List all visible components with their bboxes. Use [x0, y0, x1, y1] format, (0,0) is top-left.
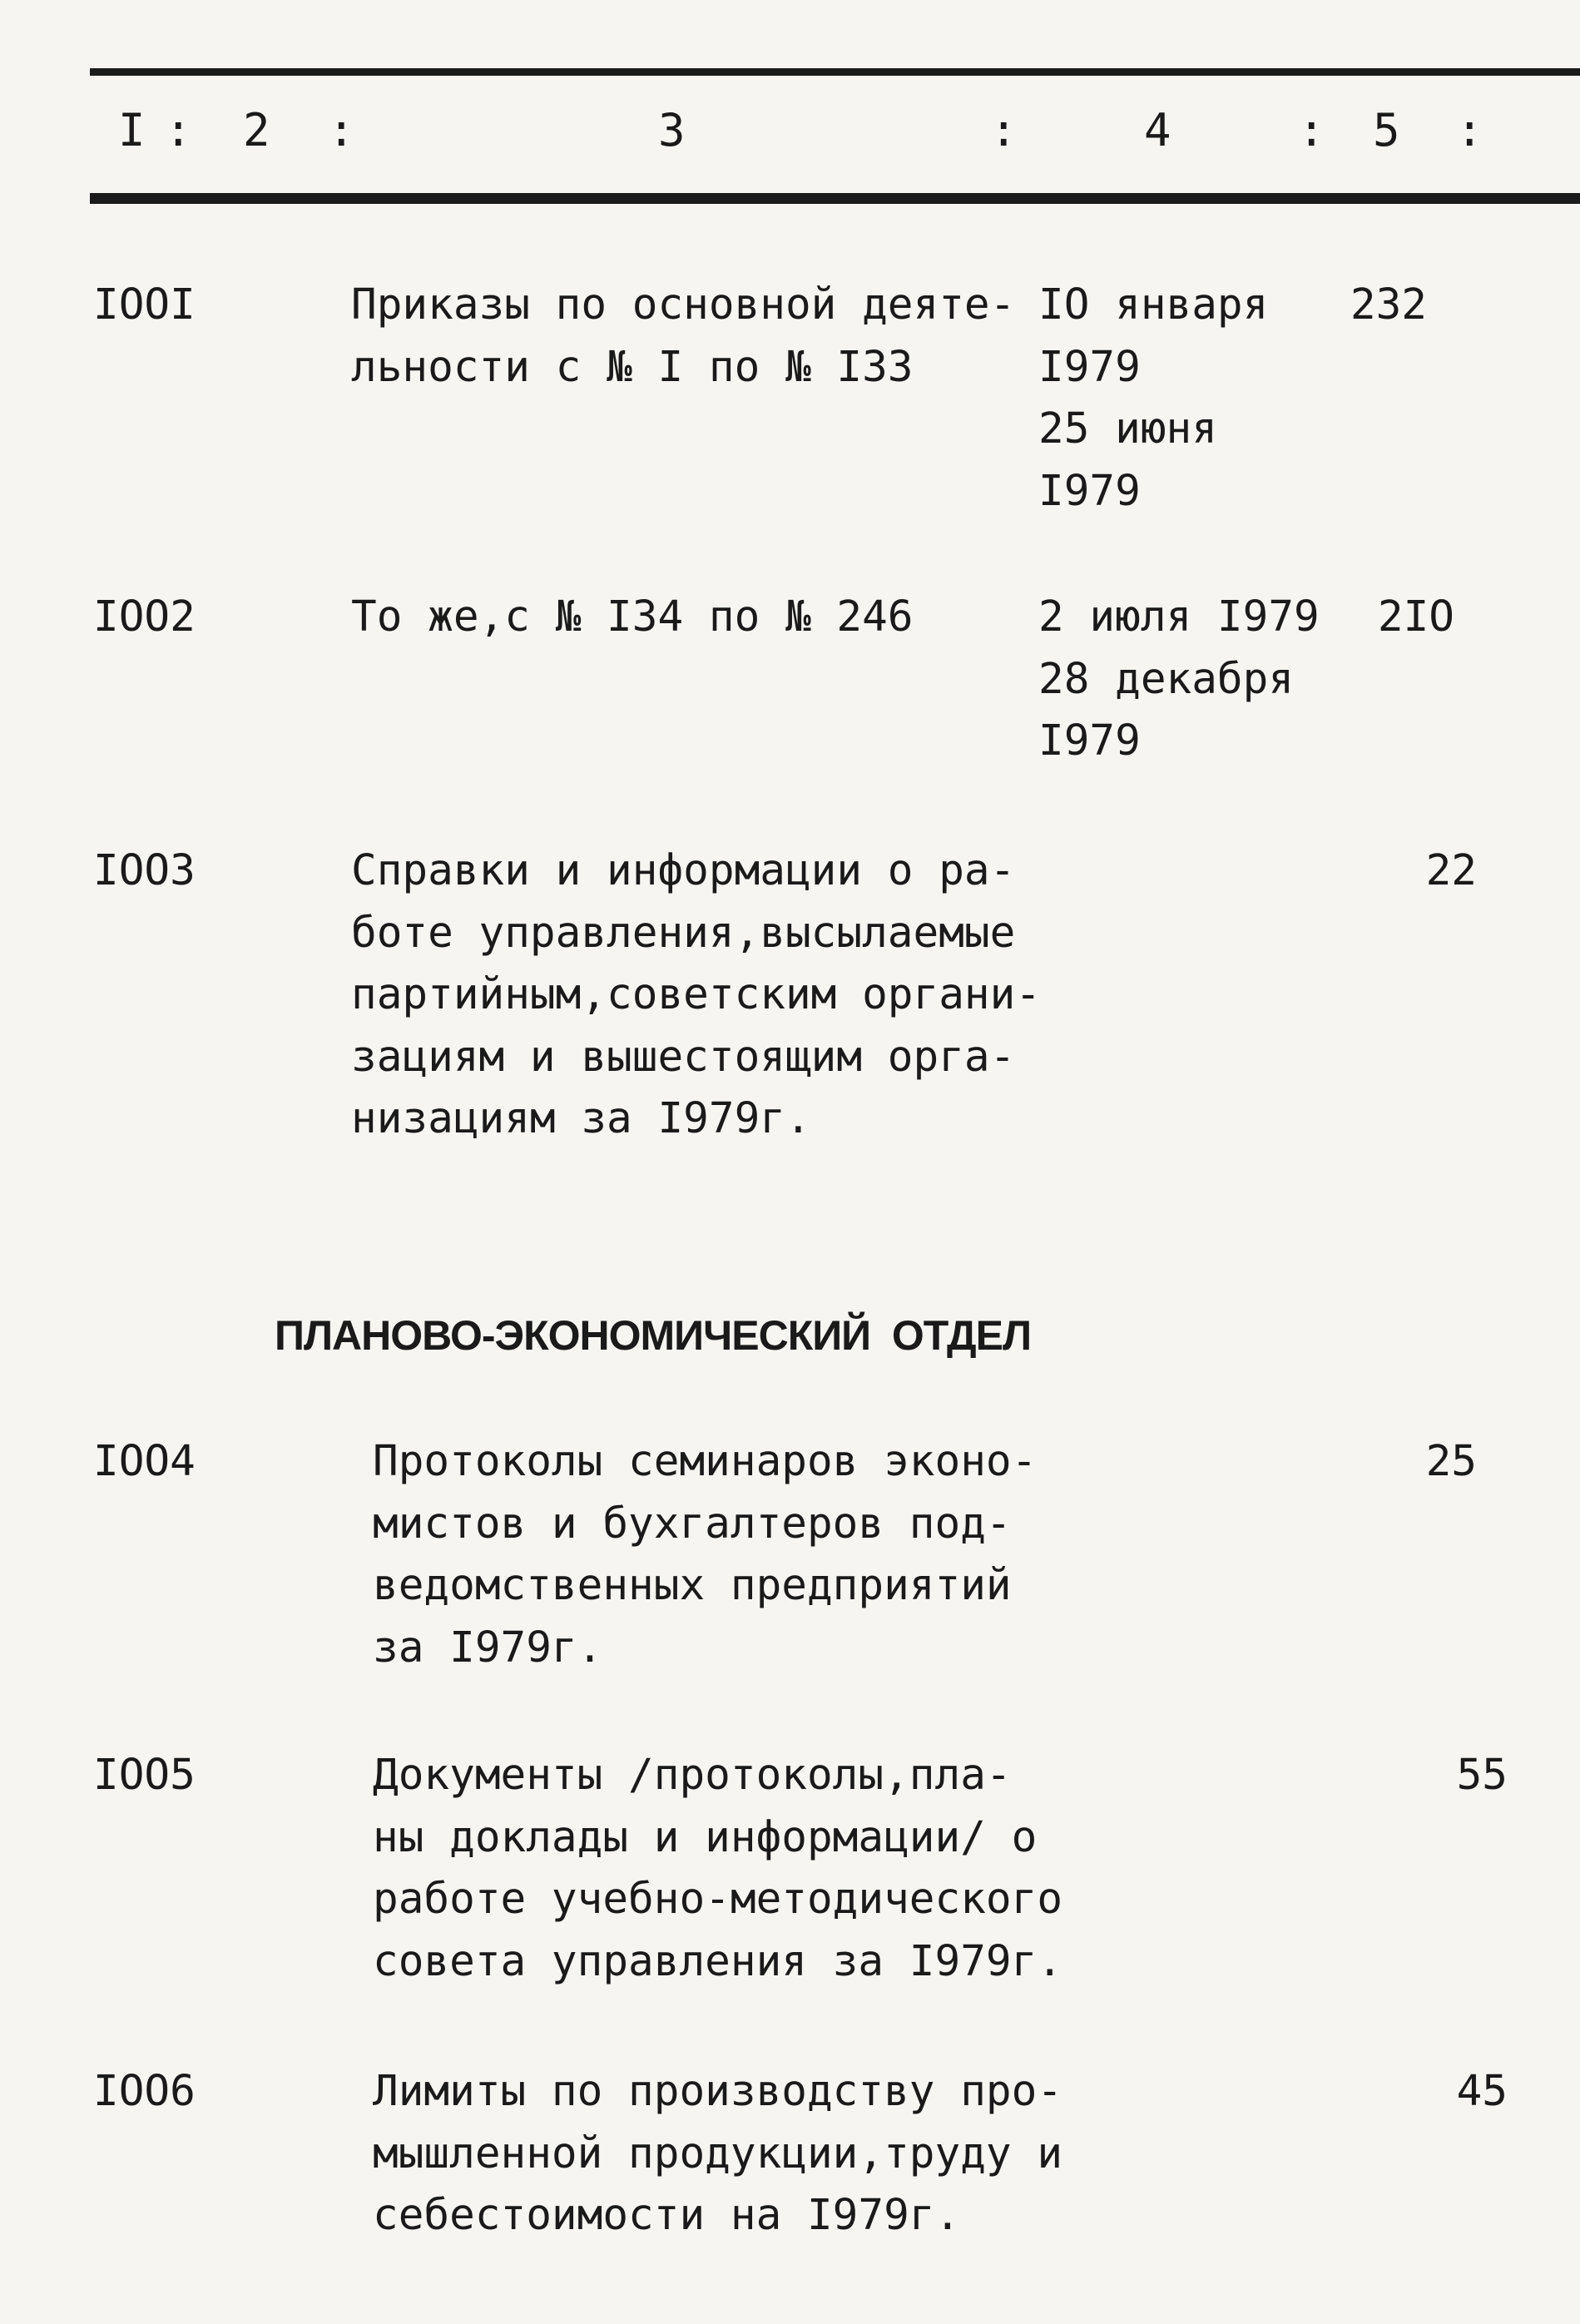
description-line: льности с № I по № I33 — [351, 342, 914, 392]
description-line: Приказы по основной деяте- — [351, 280, 1016, 330]
header-separator: : — [990, 104, 1018, 156]
record-description — [373, 1431, 1037, 1679]
date-line: 2 июля I979 — [1038, 592, 1320, 642]
record-sheet-count: 2IO — [1377, 592, 1454, 642]
record-description — [351, 840, 1041, 1151]
description-line: Протоколы семинаров эконо- — [373, 1437, 1038, 1486]
date-line: 25 июня — [1038, 404, 1217, 453]
description-line: совета управления за I979г. — [373, 1936, 1063, 1986]
header-col-4: 4 — [1144, 104, 1171, 156]
record-dates — [1038, 587, 1320, 773]
record-number: IOO3 — [93, 846, 196, 895]
date-line: I979 — [1038, 466, 1141, 516]
description-line: ведомственных предприятий — [373, 1561, 1012, 1610]
record-number: IOO2 — [93, 592, 196, 642]
description-line: То же,с № I34 по № 246 — [351, 592, 914, 642]
header-separator: : — [165, 104, 192, 156]
description-line: партийным,советским органи- — [351, 970, 1042, 1019]
record-description — [351, 275, 1015, 399]
date-line: IO января — [1038, 280, 1269, 330]
description-line: Справки и информации о ра- — [351, 846, 1016, 895]
record-sheet-count: 232 — [1350, 280, 1427, 330]
record-number: IOO5 — [93, 1751, 196, 1800]
record-dates — [1038, 275, 1268, 523]
header-col-1: I — [118, 104, 146, 156]
record-number: IOOI — [93, 280, 196, 330]
header-separator: : — [1456, 104, 1483, 156]
description-line: себестоимости на I979г. — [373, 2191, 961, 2240]
description-line: ны доклады и информации/ о — [373, 1812, 1038, 1862]
description-line: мистов и бухгалтеров под- — [373, 1499, 1012, 1549]
record-sheet-count: 25 — [1425, 1437, 1477, 1486]
header-col-3: 3 — [658, 104, 686, 156]
section-heading: ПЛАНОВО-ЭКОНОМИЧЕСКИЙ ОТДЕЛ — [275, 1312, 1032, 1359]
description-line: Лимиты по производству про- — [373, 2067, 1063, 2116]
description-line: боте управления,высылаемые — [351, 908, 1016, 958]
header-separator: : — [328, 104, 355, 156]
record-number: IOO4 — [93, 1437, 196, 1486]
date-line: 28 декабря — [1038, 654, 1295, 704]
description-line: работе учебно-методического — [373, 1875, 1063, 1924]
description-line: за I979г. — [373, 1623, 603, 1672]
description-line: зациям и вышестоящим орга- — [351, 1032, 1016, 1082]
description-line: Документы /протоколы,пла- — [373, 1751, 1012, 1800]
date-line: I979 — [1038, 342, 1141, 392]
record-sheet-count: 22 — [1425, 846, 1477, 895]
header-top-rule — [90, 68, 1580, 76]
date-line: I979 — [1038, 716, 1141, 766]
record-description — [351, 587, 914, 649]
description-line: мышленной продукции,труду и — [373, 2128, 1063, 2178]
header-col-2: 2 — [243, 104, 270, 156]
header-col-5: 5 — [1373, 104, 1400, 156]
record-description — [373, 1745, 1062, 1993]
record-description — [373, 2061, 1062, 2247]
header-separator: : — [1298, 104, 1325, 156]
record-sheet-count: 45 — [1456, 2067, 1508, 2116]
header-bottom-rule — [90, 193, 1580, 204]
record-sheet-count: 55 — [1456, 1751, 1508, 1800]
record-number: IOO6 — [93, 2067, 196, 2116]
description-line: низациям за I979г. — [351, 1094, 811, 1143]
